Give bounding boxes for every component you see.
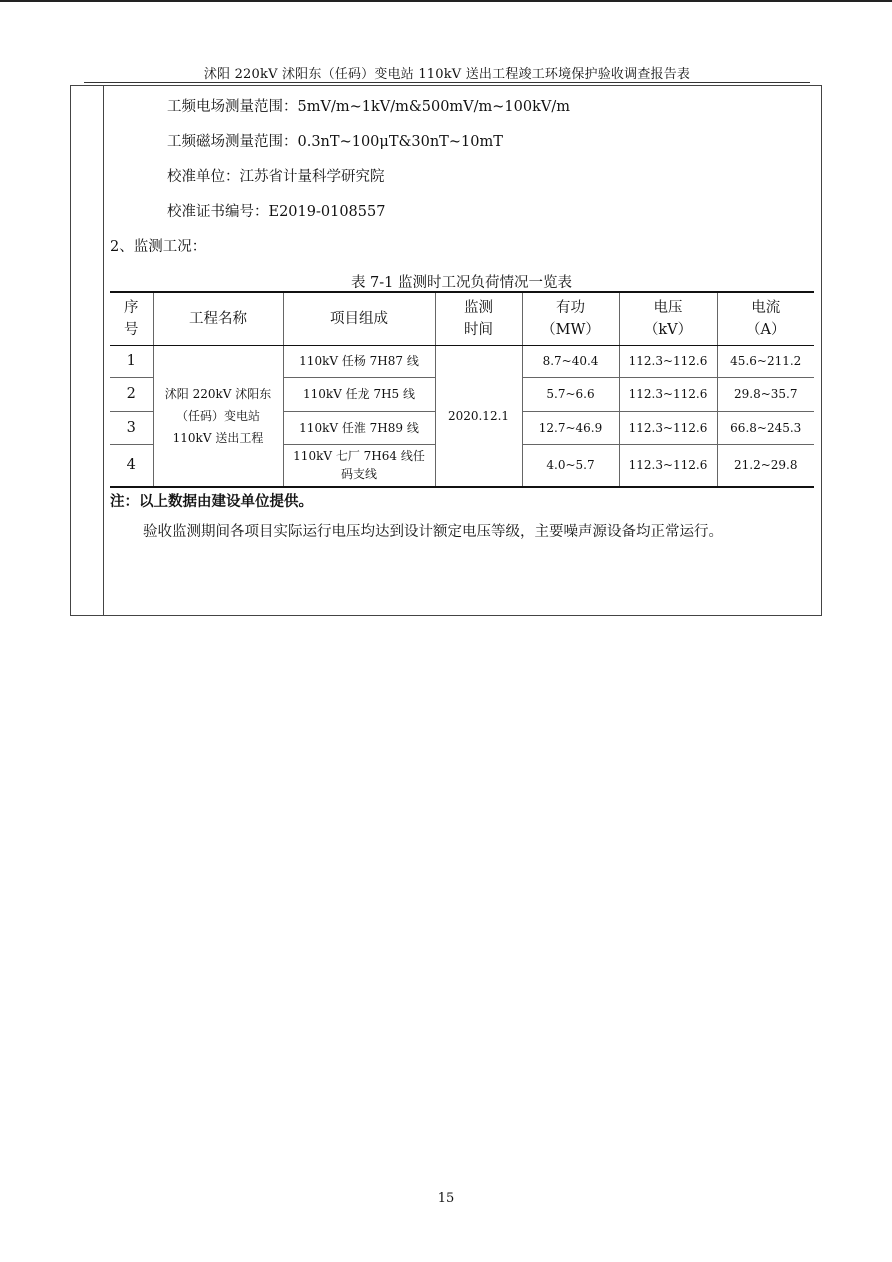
cell-voltage: 112.3~112.6 bbox=[619, 345, 717, 377]
cell-voltage: 112.3~112.6 bbox=[619, 377, 717, 411]
header-seq: 序 号 bbox=[110, 292, 153, 345]
cell-seq: 4 bbox=[110, 444, 153, 487]
page-header: 沭阳 220kV 沭阳东（任码）变电站 110kV 送出工程竣工环境保护验收调查报告表 bbox=[203, 67, 691, 82]
frame-divider bbox=[103, 86, 104, 615]
load-table bbox=[110, 291, 814, 488]
cell-seq: 2 bbox=[110, 377, 153, 411]
cell-power: 5.7~6.6 bbox=[522, 377, 619, 411]
cell-project-name: 沭阳 220kV 沭阳东 （任码）变电站 110kV 送出工程 bbox=[153, 345, 283, 487]
header-component: 项目组成 bbox=[283, 292, 435, 345]
table-caption: 表 7-1 监测时工况负荷情况一览表 bbox=[350, 275, 573, 291]
cell-seq: 1 bbox=[110, 345, 153, 377]
cell-current: 21.2~29.8 bbox=[717, 444, 814, 487]
cell-component: 110kV 任淮 7H89 线 bbox=[283, 411, 435, 444]
cell-component: 110kV 任龙 7H5 线 bbox=[283, 377, 435, 411]
page-top-border bbox=[0, 0, 892, 2]
header-power: 有功 （MW） bbox=[522, 292, 619, 345]
cell-voltage: 112.3~112.6 bbox=[619, 411, 717, 444]
cell-power: 12.7~46.9 bbox=[522, 411, 619, 444]
header-time: 监测 时间 bbox=[435, 292, 522, 345]
header-voltage: 电压 （kV） bbox=[619, 292, 717, 345]
table-note: 注：以上数据由建设单位提供。 bbox=[110, 494, 313, 510]
table-row bbox=[110, 345, 814, 377]
cell-component: 110kV 七厂 7H64 线任 码支线 bbox=[283, 444, 435, 487]
cell-power: 8.7~40.4 bbox=[522, 345, 619, 377]
header-rule bbox=[84, 82, 810, 83]
cell-monitor-date: 2020.12.1 bbox=[435, 345, 522, 487]
table-header-row bbox=[110, 292, 814, 345]
calibration-certificate: 校准证书编号：E2019-0108557 bbox=[167, 204, 386, 220]
header-current: 电流 （A） bbox=[717, 292, 814, 345]
calibration-unit: 校准单位：江苏省计量科学研究院 bbox=[167, 169, 385, 185]
operating-condition-paragraph: 验收监测期间各项目实际运行电压均达到设计额定电压等级，主要噪声源设备均正常运行。 bbox=[143, 524, 723, 540]
section-heading: 2、监测工况： bbox=[110, 239, 207, 255]
electric-field-range: 工频电场测量范围：5mV/m~1kV/m&500mV/m~100kV/m bbox=[167, 99, 571, 115]
cell-current: 29.8~35.7 bbox=[717, 377, 814, 411]
cell-current: 66.8~245.3 bbox=[717, 411, 814, 444]
cell-power: 4.0~5.7 bbox=[522, 444, 619, 487]
cell-current: 45.6~211.2 bbox=[717, 345, 814, 377]
page-number: 15 bbox=[437, 1191, 455, 1206]
header-name: 工程名称 bbox=[153, 292, 283, 345]
magnetic-field-range: 工频磁场测量范围：0.3nT~100μT&30nT~10mT bbox=[167, 134, 503, 150]
cell-component: 110kV 任杨 7H87 线 bbox=[283, 345, 435, 377]
cell-seq: 3 bbox=[110, 411, 153, 444]
cell-voltage: 112.3~112.6 bbox=[619, 444, 717, 487]
